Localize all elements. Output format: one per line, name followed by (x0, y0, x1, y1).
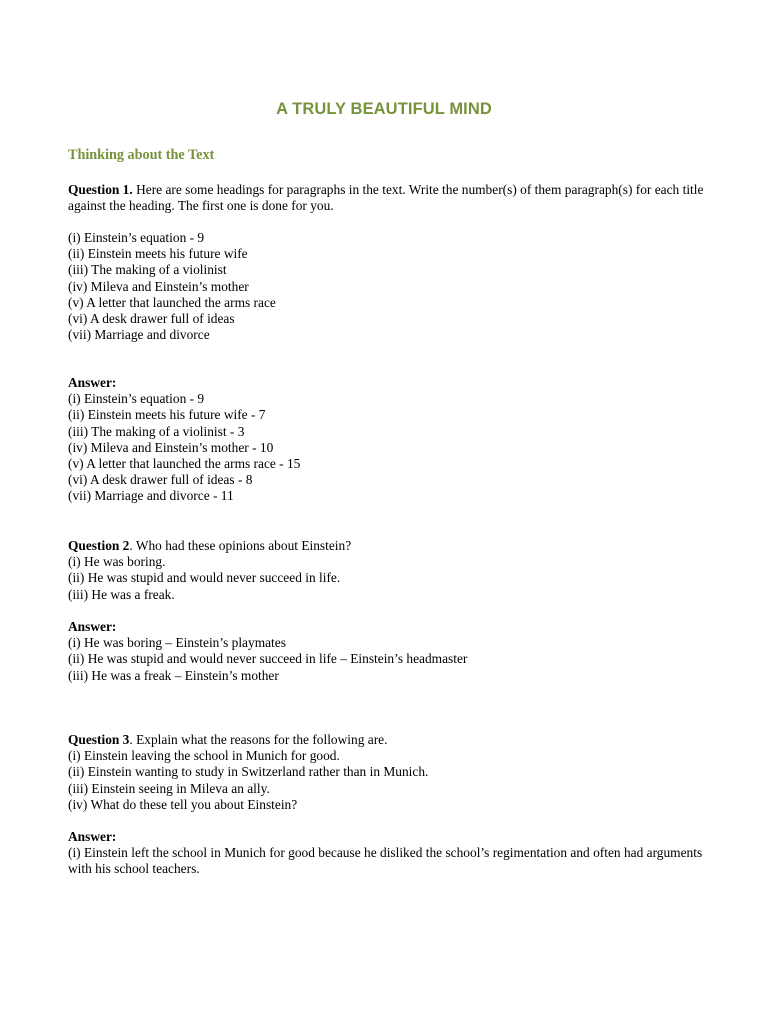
question-3-prompt (68, 732, 708, 748)
question-2 (68, 538, 708, 603)
question-1-label: Question 1. (68, 182, 133, 197)
list-item: (iii) Einstein seeing in Mileva an ally. (68, 780, 270, 796)
answer-1 (68, 375, 708, 505)
list-item: (ii) Einstein wanting to study in Switzerland rather than in Munich. (68, 764, 429, 780)
list-item: (iv) Mileva and Einstein’s mother (68, 278, 249, 294)
list-item: (vi) A desk drawer full of ideas - 8 (68, 472, 253, 488)
list-item: (i) Einstein’s equation - 9 (68, 230, 205, 245)
list-item: (iii) The making of a violinist - 3 (68, 423, 245, 439)
list-item: (i) Einstein’s equation - 9 (68, 391, 205, 407)
list-item: (iii) He was a freak – Einstein’s mother (68, 667, 279, 683)
list-item: (i) Einstein left the school in Munich for good because he disliked the school’s regimentation and often had arguments with his school teachers. (68, 845, 703, 877)
list-item: (vi) A desk drawer full of ideas (68, 310, 235, 326)
section-heading: Thinking about the Text (68, 147, 215, 163)
question-3-label: Question 3 (68, 732, 130, 747)
list-item: (v) A letter that launched the arms race - 15 (68, 455, 301, 471)
question-2-prompt (68, 538, 708, 554)
list-item: (ii) Einstein meets his future wife (68, 246, 248, 262)
question-1 (68, 182, 708, 214)
list-item: (ii) He was stupid and would never succeed in life – Einstein’s headmaster (68, 651, 468, 667)
page-title: A TRULY BEAUTIFUL MIND (276, 100, 492, 118)
list-item: (i) He was boring – Einstein’s playmates (68, 635, 286, 651)
list-item: (ii) He was stupid and would never succeed in life. (68, 570, 341, 586)
list-item: (iv) Mileva and Einstein’s mother - 10 (68, 439, 274, 455)
answer-3 (68, 829, 708, 878)
question-1-items (68, 230, 708, 343)
answer-3-label: Answer: (68, 829, 117, 844)
list-item: (ii) Einstein meets his future wife - 7 (68, 407, 266, 423)
question-2-label: Question 2 (68, 538, 130, 553)
answer-1-label: Answer: (68, 375, 117, 390)
list-item: (i) Einstein leaving the school in Munich for good. (68, 748, 340, 764)
list-item: (iii) He was a freak. (68, 586, 175, 602)
answer-2-label: Answer: (68, 619, 117, 634)
list-item: (v) A letter that launched the arms race (68, 294, 276, 310)
list-item: (iii) The making of a violinist (68, 262, 227, 278)
question-1-text: Here are some headings for paragraphs in the text. Write the number(s) of them paragraph(s) for each title against the heading. The first one is done for you. (68, 182, 704, 214)
list-item: (i) He was boring. (68, 554, 166, 570)
answer-2 (68, 619, 708, 684)
question-3-text: . Explain what the reasons for the following are. (129, 732, 388, 747)
list-item: (iv) What do these tell you about Einstein? (68, 796, 298, 812)
question-1-prompt (68, 182, 708, 214)
list-item: (vii) Marriage and divorce - 11 (68, 488, 234, 504)
list-item: (vii) Marriage and divorce (68, 327, 210, 343)
question-3 (68, 732, 708, 813)
question-2-text: . Who had these opinions about Einstein? (129, 538, 352, 553)
